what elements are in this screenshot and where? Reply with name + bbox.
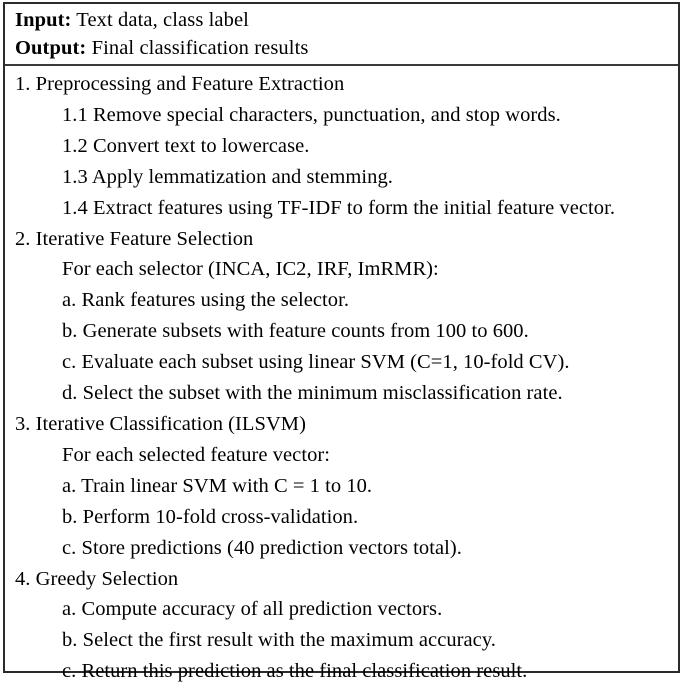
input-label: Input: [15, 9, 72, 31]
algorithm-step-line: 1.1 Remove special characters, punctuation, and stop words. [62, 103, 561, 126]
algorithm-step-line: a. Rank features using the selector. [62, 289, 349, 312]
algorithm-step-line: b. Select the first result with the maximum accuracy. [62, 629, 496, 652]
algorithm-step-line: For each selector (INCA, IC2, IRF, ImRMR): [62, 258, 439, 281]
algorithm-step-line: 1.4 Extract features using TF-IDF to form the initial feature vector. [62, 196, 615, 219]
algorithm-step-line: a. Train linear SVM with C = 1 to 10. [62, 474, 373, 497]
algorithm-step-line: 1.2 Convert text to lowercase. [62, 134, 310, 157]
algorithm-step-line: c. Evaluate each subset using linear SVM (C=1, 10-fold CV). [62, 351, 570, 374]
algorithm-step-line: a. Compute accuracy of all prediction vectors. [62, 598, 443, 621]
output-line [15, 34, 678, 62]
algorithm-step-line: b. Perform 10-fold cross-validation. [62, 505, 359, 528]
algorithm-step-line: c. Store predictions (40 prediction vectors total). [62, 536, 462, 559]
output-label: Output: [15, 37, 87, 59]
algorithm-table [3, 2, 680, 683]
algorithm-io-header [5, 4, 678, 66]
algorithm-step-line: b. Generate subsets with feature counts from 100 to 600. [62, 320, 529, 343]
algorithm-step-line: 1.3 Apply lemmatization and stemming. [62, 165, 393, 188]
algorithm-step-line: d. Select the subset with the minimum misclassification rate. [62, 382, 563, 405]
algorithm-step-line: For each selected feature vector: [62, 443, 330, 466]
algorithm-step-line: c. Return this prediction as the final classification result. [62, 660, 528, 683]
input-line [15, 6, 678, 34]
output-value: Final classification results [91, 37, 309, 59]
algorithm-step-line: 4. Greedy Selection [15, 567, 179, 590]
algorithm-steps-body [5, 66, 678, 687]
input-value: Text data, class label [76, 9, 249, 31]
algorithm-step-line: 1. Preprocessing and Feature Extraction [15, 73, 345, 95]
algorithm-step-line: 2. Iterative Feature Selection [15, 227, 254, 250]
algorithm-step-line: 3. Iterative Classification (ILSVM) [15, 412, 306, 435]
